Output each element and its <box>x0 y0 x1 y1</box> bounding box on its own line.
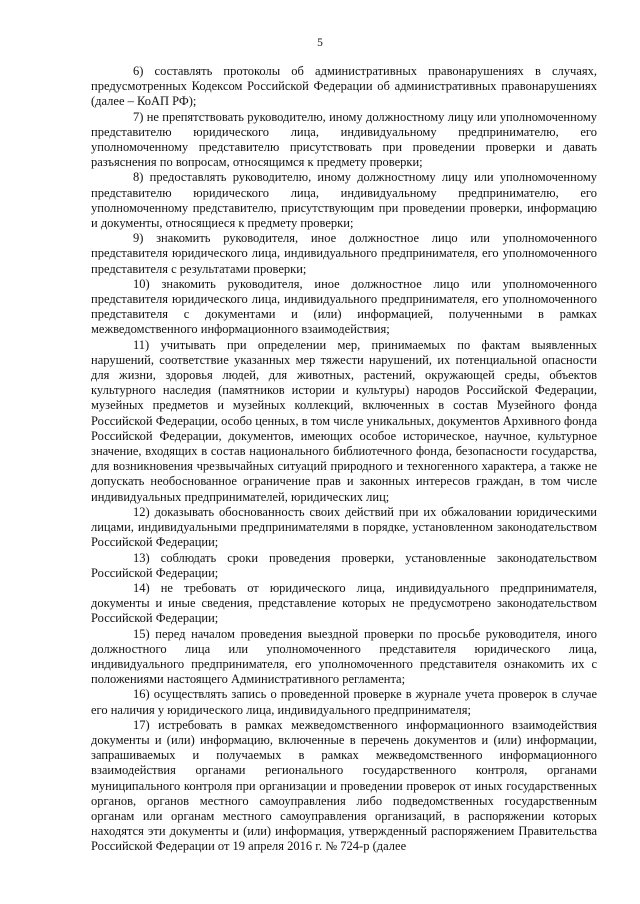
paragraph-item-8: 8) предоставлять руководителю, иному должностному лицу или уполномоченному представителю юридического лица, индивидуальному предпринимателю, его уполномоченному представителю, присутствующим при проведении проверки, информацию и документы, относящиеся к предмету проверки; <box>91 170 597 231</box>
paragraph-item-12: 12) доказывать обоснованность своих действий при их обжаловании юридическими лицами, индивидуальными предпринимателями в порядке, установленном законодательством Российской Федерации; <box>91 504 597 550</box>
paragraph-item-7: 7) не препятствовать руководителю, иному должностному лицу или уполномоченному представителю юридического лица, индивидуальному предпринимателю, его уполномоченному представителю присутствовать при проведении проверки и давать разъяснения по вопросам, относящимся к предмету проверки; <box>91 109 597 170</box>
paragraph-item-9: 9) знакомить руководителя, иное должностное лицо или уполномоченного представителя юридического лица, индивидуального предпринимателя, его уполномоченного представителя с результатами проверки; <box>91 231 597 276</box>
paragraph-item-11: 11) учитывать при определении мер, принимаемых по фактам выявленных нарушений, соответствие указанных мер тяжести нарушений, их потенциальной опасности для жизни, здоровья людей, для животных, растений, окружающей среды, объектов культурного наследия (памятников истории и культуры) народов Российской Федерации, музейных предметов и музейных коллекций, включенных в состав Музейного фонда Российской Федерации, особо ценных, в том числе уникальных, документов Архивного фонда Российской Федерации, документов, имеющих особое историческое, научное, культурное значение, входящих в состав национального библиотечного фонда, безопасности государства, для возникновения чрезвычайных ситуаций природного и техногенного характера, а также не допускать необоснованное ограничение прав и законных интересов граждан, в том числе индивидуальных предпринимателей, юридических лиц; <box>91 337 597 504</box>
paragraph-item-10: 10) знакомить руководителя, иное должностное лицо или уполномоченного представителя юридического лица, индивидуального предпринимателя, его уполномоченного представителя с документами и (или) информацией, полученными в рамках межведомственного информационного взаимодействия; <box>91 276 597 337</box>
body-text <box>91 64 597 855</box>
paragraph-item-13: 13) соблюдать сроки проведения проверки, установленные законодательством Российской Федерации; <box>91 550 597 580</box>
paragraph-item-16: 16) осуществлять запись о проведенной проверке в журнале учета проверок в случае его наличия у юридического лица, индивидуального предпринимателя; <box>91 687 597 717</box>
paragraph-item-6: 6) составлять протоколы об административных правонарушениях в случаях, предусмотренных Кодексом Российской Федерации об административных правонарушениях (далее – КоАП РФ); <box>91 64 597 109</box>
page-number: 5 <box>317 37 323 49</box>
paragraph-item-17: 17) истребовать в рамках межведомственного информационного взаимодействия документы и (или) информацию, включенные в перечень документов и (или) информации, запрашиваемых и получаемых в рамках межведомственного информационного взаимодействия органами регионального государственного контроля, органами муниципального контроля при организации и проведении проверок от иных государственных органов, органов местного самоуправления либо подведомственных государственным органам или органам местного самоуправления организаций, в распоряжении которых находятся эти документы и (или) информация, утвержденный распоряжением Правительства Российской Федерации от 19 апреля 2016 г. № 724-р (далее <box>91 717 597 854</box>
paragraph-item-15: 15) перед началом проведения выездной проверки по просьбе руководителя, иного должностного лица или уполномоченного представителя юридического лица, индивидуального предпринимателя, его уполномоченного представителя ознакомить их с положениями настоящего Административного регламента; <box>91 626 597 687</box>
paragraph-item-14: 14) не требовать от юридического лица, индивидуального предпринимателя, документы и иные сведения, представление которых не предусмотрено законодательством Российской Федерации; <box>91 580 597 626</box>
